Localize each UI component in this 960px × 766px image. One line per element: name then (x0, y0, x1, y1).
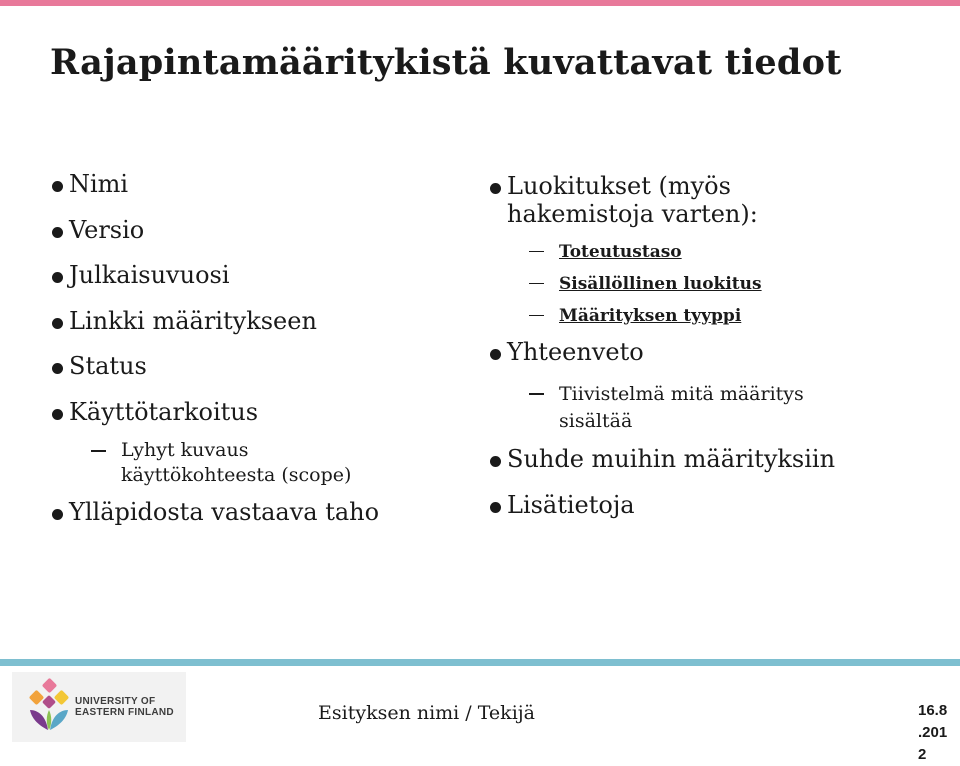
dash-icon (529, 315, 544, 317)
bullet-icon (490, 502, 501, 513)
footer-date (918, 700, 958, 763)
bullet-item (52, 261, 472, 289)
bullet-item (490, 172, 950, 228)
bullet-icon (490, 183, 501, 194)
bullet-text: Lisätietoja (507, 490, 635, 519)
top-accent-bar (0, 0, 960, 6)
slide-title: Rajapintamääritykistä kuvattavat tiedot (50, 42, 842, 83)
bullet-icon (52, 318, 63, 329)
bullet-item (490, 445, 950, 473)
footer-date-line: 16.8 (918, 702, 948, 719)
sub-bullet-item (52, 438, 472, 488)
sub-bullet-item (490, 268, 950, 300)
bullet-icon (490, 456, 501, 467)
bullet-item (490, 338, 950, 366)
sub-bullet-text: Määrityksen tyyppi (559, 305, 742, 326)
sub-bullet-text: Lyhyt kuvaus (121, 439, 249, 461)
sub-bullet-item (490, 381, 950, 435)
logo-text-line: UNIVERSITY OF (75, 696, 156, 707)
sub-bullet-text: Sisällöllinen luokitus (559, 273, 762, 294)
bullet-item (490, 491, 950, 519)
bullet-icon (52, 363, 63, 374)
sub-bullet-list (490, 236, 950, 332)
bullet-icon (52, 227, 63, 238)
logo-text-line: EASTERN FINLAND (75, 707, 174, 718)
sub-bullet-text: Toteutustaso (559, 241, 682, 262)
bullet-icon (52, 409, 63, 420)
sub-bullet-item (490, 300, 950, 332)
bullet-icon (490, 349, 501, 360)
bullet-item (52, 307, 472, 335)
bullet-text: Suhde muihin määrityksiin (507, 445, 836, 473)
bullet-text: Linkki määritykseen (69, 306, 317, 335)
sub-bullet-text: Tiivistelmä mitä määritys (559, 383, 804, 405)
bullet-icon (52, 181, 63, 192)
sub-bullet-text: käyttökohteesta (scope) (121, 464, 352, 486)
bullet-item (52, 216, 472, 244)
bullet-item (52, 170, 472, 198)
bullet-text: Nimi (69, 170, 129, 198)
bullet-icon (52, 272, 63, 283)
bullet-text: Yhteenveto (507, 337, 644, 366)
bullet-text: Status (69, 352, 147, 380)
bullet-text: Ylläpidosta vastaava taho (69, 498, 380, 526)
bullet-item (52, 498, 472, 526)
bottom-accent-bar (0, 659, 960, 666)
sub-bullet-item (490, 236, 950, 268)
footer-date-line: 2 (918, 746, 927, 763)
right-column (490, 172, 950, 536)
bullet-text: Käyttötarkoitus (69, 397, 259, 426)
dash-icon (91, 450, 106, 452)
bullet-text: hakemistoja varten): (507, 200, 758, 228)
footer-date-line: .201 (918, 724, 948, 741)
university-logo (12, 672, 186, 742)
bullet-text: Julkaisuvuosi (69, 261, 230, 289)
bullet-icon (52, 509, 63, 520)
bullet-text: Luokitukset (myös (507, 172, 731, 200)
left-column (52, 170, 472, 544)
uef-logo-icon (28, 680, 70, 732)
sub-bullet-text: sisältää (559, 410, 633, 432)
bullet-text: Versio (69, 215, 145, 244)
logo-text (75, 696, 174, 718)
dash-icon (529, 283, 544, 285)
dash-icon (529, 251, 544, 253)
dash-icon (529, 393, 544, 395)
bullet-item (52, 398, 472, 426)
footer-presentation-name: Esityksen nimi / Tekijä (318, 702, 535, 724)
bullet-item (52, 352, 472, 380)
